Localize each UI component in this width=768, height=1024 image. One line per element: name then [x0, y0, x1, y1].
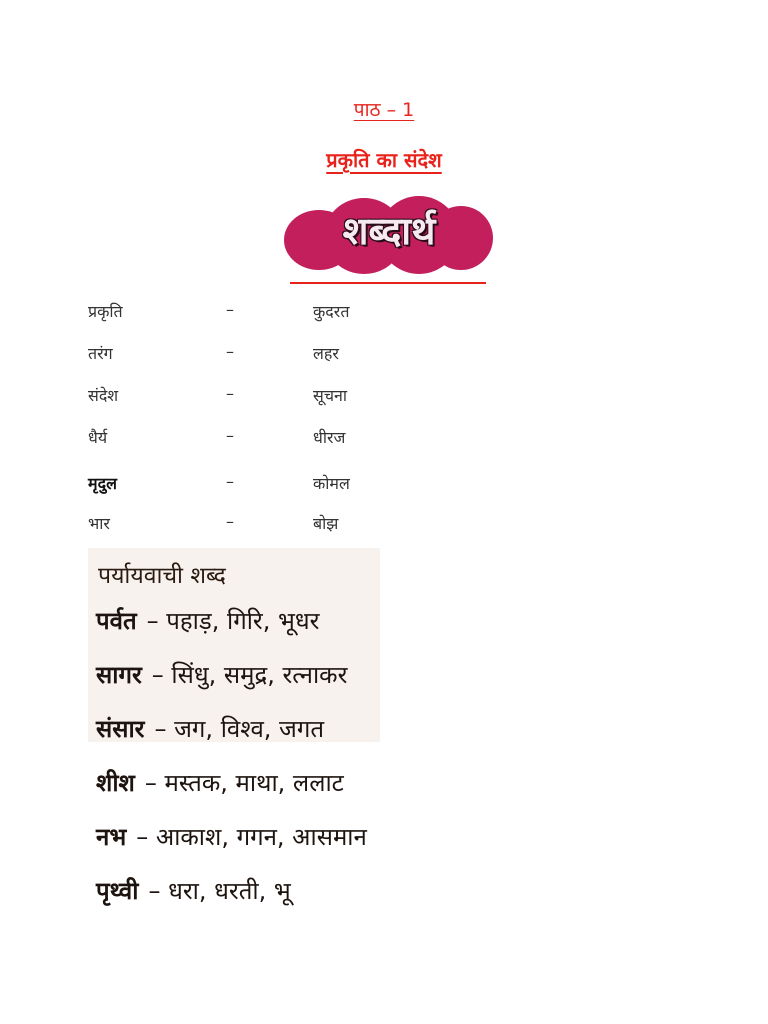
- banner-text: शब्दार्थ: [342, 209, 436, 253]
- lesson-number: पाठ – 1: [353, 99, 415, 121]
- synonym-word: संसार: [96, 715, 145, 743]
- meaning-value: सूचना: [313, 386, 348, 405]
- synonym-row: [96, 820, 516, 874]
- meaning-row: [88, 384, 588, 426]
- meaning-value: कुदरत: [313, 302, 350, 321]
- meaning-word: तरंग: [88, 344, 113, 363]
- synonym-row: [96, 658, 516, 712]
- synonym-word: सागर: [96, 661, 142, 689]
- synonym-list: – धरा, धरती, भू: [148, 877, 291, 905]
- meaning-word: भार: [88, 514, 110, 533]
- meaning-row: [88, 472, 588, 516]
- synonym-row: [96, 874, 516, 928]
- synonym-row: [96, 604, 516, 658]
- synonyms-section: [96, 558, 516, 928]
- meaning-value: लहर: [313, 344, 339, 363]
- shabdarth-banner: [284, 196, 494, 278]
- synonym-list: – मस्तक, माथा, ललाट: [144, 769, 344, 797]
- synonyms-heading: पर्यायवाची शब्द: [98, 563, 226, 589]
- synonym-list: – जग, विश्व, जगत: [154, 715, 325, 743]
- banner-divider: [290, 282, 486, 284]
- meaning-dash: –: [226, 472, 234, 491]
- meaning-dash: –: [226, 342, 234, 361]
- synonym-row: [96, 766, 516, 820]
- lesson-title: प्रकृति का संदेश: [326, 148, 442, 172]
- word-meanings-list: [88, 300, 588, 554]
- synonym-word: शीश: [96, 769, 135, 797]
- meaning-dash: –: [226, 384, 234, 403]
- meaning-dash: –: [226, 300, 234, 319]
- synonym-word: पर्वत: [96, 607, 137, 635]
- meaning-word: मृदुल: [88, 474, 117, 493]
- meaning-row: [88, 342, 588, 384]
- meaning-dash: –: [226, 426, 234, 445]
- meaning-word: धैर्य: [88, 428, 108, 447]
- synonym-word: पृथ्वी: [96, 877, 139, 905]
- synonym-row: [96, 712, 516, 766]
- synonym-list: – आकाश, गगन, आसमान: [136, 823, 367, 851]
- meaning-word: प्रकृति: [88, 302, 123, 321]
- meaning-value: बोझ: [313, 514, 339, 533]
- synonym-word: नभ: [96, 823, 127, 851]
- meaning-row: [88, 426, 588, 468]
- synonym-list: – सिंधु, समुद्र, रत्नाकर: [151, 661, 348, 689]
- meaning-row: [88, 300, 588, 342]
- meaning-value: कोमल: [313, 474, 350, 493]
- meaning-dash: –: [226, 512, 234, 531]
- synonym-list: – पहाड़, गिरि, भूधर: [146, 607, 320, 635]
- meaning-value: धीरज: [313, 428, 346, 447]
- meaning-word: संदेश: [88, 386, 119, 405]
